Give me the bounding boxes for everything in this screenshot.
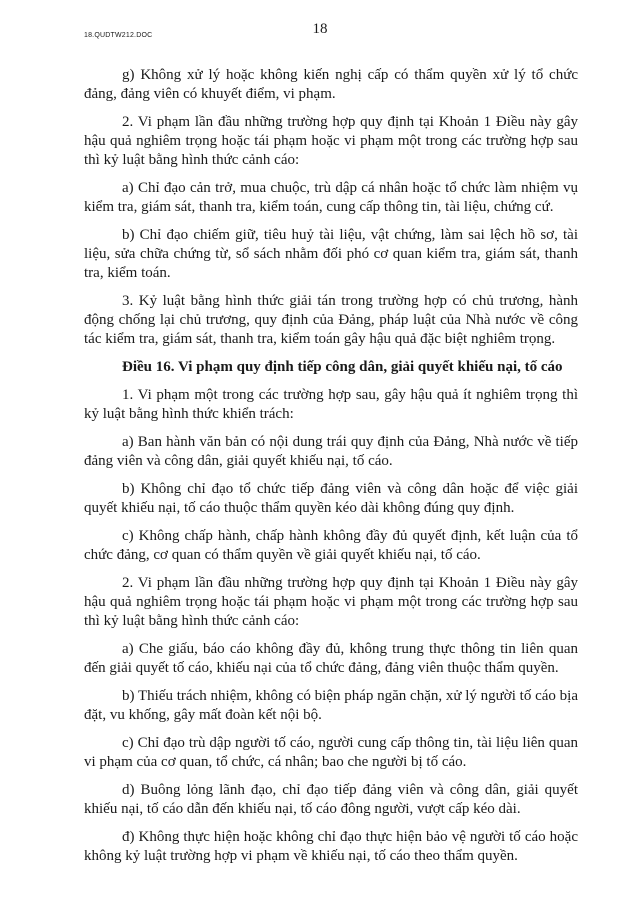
paragraph: a) Che giấu, báo cáo không đầy đủ, không trung thực thông tin liên quan đến giải quyết tố cáo, khiếu nại của tổ chức đảng, đảng viên thuộc thẩm quyền. <box>84 641 578 676</box>
article-heading: Điều 16. Vi phạm quy định tiếp công dân, giải quyết khiếu nại, tố cáo <box>122 359 563 375</box>
paragraph: 1. Vi phạm một trong các trường hợp sau, gây hậu quả ít nghiêm trọng thì kỷ luật bằng hình thức khiển trách: <box>84 387 578 422</box>
paragraph: 2. Vi phạm lần đầu những trường hợp quy định tại Khoản 1 Điều này gây hậu quả nghiêm trọng hoặc tái phạm hoặc vi phạm một trong các trường hợp sau thì kỷ luật bằng hình thức cảnh cáo: <box>84 114 578 168</box>
paragraph: c) Không chấp hành, chấp hành không đầy đủ quyết định, kết luận của tổ chức đảng, cơ quan có thẩm quyền về giải quyết khiếu nại, tố cáo. <box>84 528 578 563</box>
document-body <box>84 66 578 875</box>
paragraph: 3. Kỷ luật bằng hình thức giải tán trong trường hợp có chủ trương, hành động chống lại chủ trương, quy định của Đảng, pháp luật của Nhà nước về công tác kiểm tra, giám sát, thanh tra, kiểm toán gây hậu quả đặc biệt nghiêm trọng. <box>84 293 578 347</box>
page-number: 18 <box>312 21 328 37</box>
paragraph: d) Buông lỏng lãnh đạo, chỉ đạo tiếp đảng viên và công dân, giải quyết khiếu nại, tố cáo dẫn đến khiếu nại, tố cáo đông người, vượt cấp kéo dài. <box>84 782 578 817</box>
paragraph: đ) Không thực hiện hoặc không chỉ đạo thực hiện bảo vệ người tố cáo hoặc không kỷ luật trường hợp vi phạm về khiếu nại, tố cáo theo thẩm quyền. <box>84 829 578 864</box>
paragraph: 2. Vi phạm lần đầu những trường hợp quy định tại Khoản 1 Điều này gây hậu quả nghiêm trọng hoặc tái phạm hoặc vi phạm một trong các trường hợp sau thì kỷ luật bằng hình thức cảnh cáo: <box>84 575 578 629</box>
paragraph: a) Chỉ đạo cản trở, mua chuộc, trù dập cá nhân hoặc tổ chức làm nhiệm vụ kiểm tra, giám sát, thanh tra, kiểm toán, cung cấp thông tin, tài liệu, chứng cứ. <box>84 180 578 215</box>
document-code: 18.QUDTW212.DOC <box>84 32 153 39</box>
paragraph: a) Ban hành văn bản có nội dung trái quy định của Đảng, Nhà nước về tiếp đảng viên và công dân, giải quyết khiếu nại, tố cáo. <box>84 434 578 469</box>
paragraph: b) Thiếu trách nhiệm, không có biện pháp ngăn chặn, xử lý người tố cáo bịa đặt, vu khống, gây mất đoàn kết nội bộ. <box>84 688 578 723</box>
paragraph: b) Không chỉ đạo tổ chức tiếp đảng viên và công dân hoặc để việc giải quyết khiếu nại, tố cáo thuộc thẩm quyền kéo dài không đúng quy định. <box>84 481 578 516</box>
paragraph: b) Chỉ đạo chiếm giữ, tiêu huỷ tài liệu, vật chứng, làm sai lệch hồ sơ, tài liệu, sửa chữa chứng từ, sổ sách nhằm đối phó cơ quan kiểm tra, giám sát, thanh tra, kiểm toán. <box>84 227 578 281</box>
paragraph: c) Chỉ đạo trù dập người tố cáo, người cung cấp thông tin, tài liệu liên quan vi phạm của cơ quan, tổ chức, cá nhân; bao che người bị tố cáo. <box>84 735 578 770</box>
paragraph: g) Không xử lý hoặc không kiến nghị cấp có thẩm quyền xử lý tổ chức đảng, đảng viên có khuyết điểm, vi phạm. <box>84 67 578 102</box>
